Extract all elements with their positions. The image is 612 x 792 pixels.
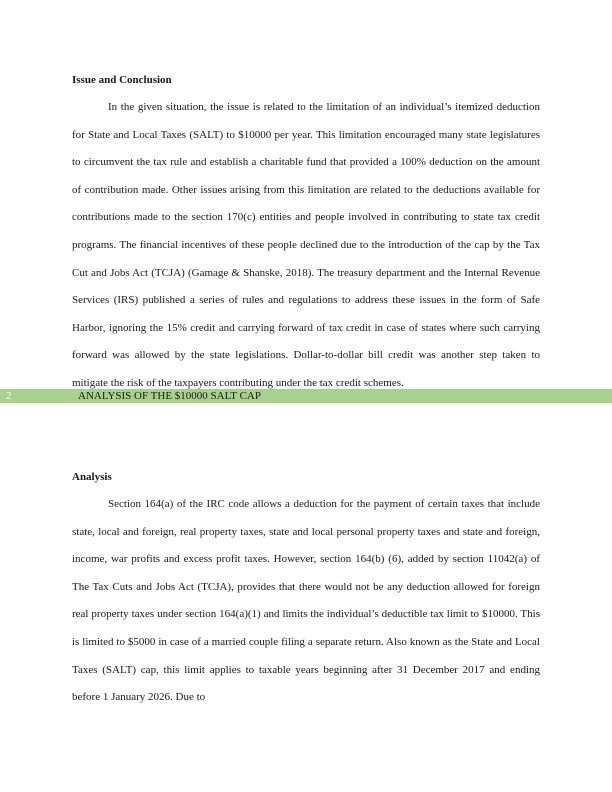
section-heading-analysis: Analysis: [72, 471, 112, 483]
issue-and-conclusion-paragraph: In the given situation, the issue is related to the limitation of an individual’s itemized deduction for State and Local Taxes (SALT) to $10000 per year. This limitation encouraged many state legislatures to circumvent the tax rule and establish a charitable fund that provided a 100% deduction on the amount of contribution made. Other issues arising from this limitation are related to the deductions available for contributions made to the section 170(c) entities and people involved in contributing to state tax credit programs. The financial incentives of these people declined due to the introduction of the cap by the Tax Cut and Jobs Act (TCJA) (Gamage & Shanske, 2018). The treasury department and the Internal Revenue Services (IRS) published a series of rules and regulations to address these issues in the form of Safe Harbor, ignoring the 15% credit and carrying forward of tax credit in case of states where such carrying forward was allowed by the state legislations. Dollar-to-dollar bill credit was another step taken to mitigate the risk of the taxpayers contributing under the tax credit schemes.: [72, 101, 540, 389]
section-heading-issue-and-conclusion: Issue and Conclusion: [72, 74, 172, 86]
analysis-paragraph: Section 164(a) of the IRC code allows a deduction for the payment of certain taxes that include state, local and foreign, real property taxes, state and local personal property taxes and state and foreign, income, war profits and excess profit taxes. However, section 164(b) (6), added by section 11042(a) of The Tax Cuts and Jobs Act (TCJA), provides that there would not be any deduction allowed for foreign real property taxes under section 164(a)(1) and limits the individual’s deductible tax limit to $10000. This is limited to $5000 in case of a married couple filing a separate return. Also known as the State and Local Taxes (SALT) cap, this limit applies to taxable years beginning after 31 December 2017 and ending before 1 January 2026. Due to: [72, 498, 540, 704]
page-number: 2: [6, 390, 12, 402]
page-header-band: [0, 389, 612, 403]
running-head: ANALYSIS OF THE $10000 SALT CAP: [78, 390, 261, 402]
